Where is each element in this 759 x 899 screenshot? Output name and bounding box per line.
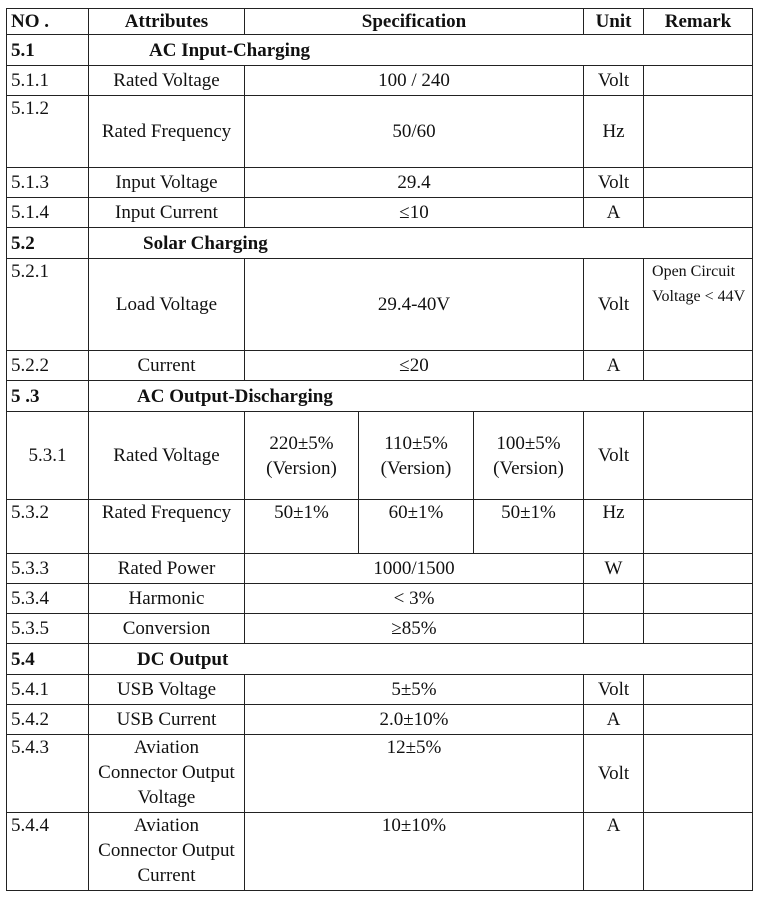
row-unit: Volt	[584, 675, 644, 705]
row-unit	[584, 584, 644, 614]
row-spec: 50/60	[245, 96, 584, 168]
row-spec: 29.4	[245, 168, 584, 198]
row-attribute: Rated Power	[89, 554, 245, 584]
row-unit: Hz	[584, 500, 644, 554]
section-row	[7, 381, 753, 412]
row-attribute: Aviation Connector Output Voltage	[89, 735, 245, 813]
row-remark	[644, 735, 753, 813]
table-row	[7, 412, 753, 500]
row-remark	[644, 584, 753, 614]
row-remark	[644, 705, 753, 735]
row-no: 5.3.1	[7, 412, 89, 500]
row-spec: 10±10%	[245, 813, 584, 891]
row-unit: Hz	[584, 96, 644, 168]
section-row	[7, 644, 753, 675]
header-remark: Remark	[644, 9, 753, 35]
row-unit: Volt	[584, 168, 644, 198]
table-row	[7, 66, 753, 96]
table-row	[7, 614, 753, 644]
row-spec-freq-1: 50±1%	[245, 500, 359, 554]
table-row	[7, 96, 753, 168]
section-no: 5.2	[7, 228, 89, 259]
section-no: 5.1	[7, 35, 89, 66]
header-unit: Unit	[584, 9, 644, 35]
row-no: 5.1.4	[7, 198, 89, 228]
row-no: 5.1.3	[7, 168, 89, 198]
row-unit: A	[584, 705, 644, 735]
section-no: 5.4	[7, 644, 89, 675]
row-spec: 29.4-40V	[245, 259, 584, 351]
row-spec-version-1: 220±5% (Version)	[245, 412, 359, 500]
section-title: AC Output-Discharging	[89, 381, 753, 412]
row-unit: Volt	[584, 735, 644, 813]
section-title: AC Input-Charging	[89, 35, 753, 66]
row-unit: A	[584, 813, 644, 891]
row-attribute: Load Voltage	[89, 259, 245, 351]
row-no: 5.4.3	[7, 735, 89, 813]
row-remark	[644, 96, 753, 168]
row-attribute: USB Voltage	[89, 675, 245, 705]
row-attribute: USB Current	[89, 705, 245, 735]
row-no: 5.2.1	[7, 259, 89, 351]
row-unit: A	[584, 198, 644, 228]
table-row	[7, 500, 753, 554]
row-remark	[644, 198, 753, 228]
header-attributes: Attributes	[89, 9, 245, 35]
table-row	[7, 198, 753, 228]
header-no: NO .	[7, 9, 89, 35]
row-attribute: Current	[89, 351, 245, 381]
row-attribute: Rated Frequency	[89, 96, 245, 168]
table-row	[7, 351, 753, 381]
row-unit: W	[584, 554, 644, 584]
header-row	[7, 9, 753, 35]
row-no: 5.3.2	[7, 500, 89, 554]
row-unit: A	[584, 351, 644, 381]
section-title: DC Output	[89, 644, 753, 675]
row-spec-version-2: 110±5% (Version)	[359, 412, 474, 500]
row-remark	[644, 614, 753, 644]
row-spec: 1000/1500	[245, 554, 584, 584]
row-spec: 2.0±10%	[245, 705, 584, 735]
row-remark	[644, 554, 753, 584]
section-row	[7, 35, 753, 66]
row-no: 5.3.4	[7, 584, 89, 614]
table-row	[7, 554, 753, 584]
row-no: 5.4.4	[7, 813, 89, 891]
row-attribute: Rated Voltage	[89, 66, 245, 96]
row-spec: 12±5%	[245, 735, 584, 813]
row-spec: 5±5%	[245, 675, 584, 705]
row-attribute: Input Current	[89, 198, 245, 228]
row-no: 5.3.3	[7, 554, 89, 584]
row-spec-freq-3: 50±1%	[474, 500, 584, 554]
row-attribute: Aviation Connector Output Current	[89, 813, 245, 891]
specification-table	[6, 8, 753, 891]
row-unit	[584, 614, 644, 644]
row-no: 5.4.2	[7, 705, 89, 735]
row-remark	[644, 675, 753, 705]
row-remark	[644, 813, 753, 891]
row-unit: Volt	[584, 259, 644, 351]
row-unit: Volt	[584, 412, 644, 500]
row-spec: ≤20	[245, 351, 584, 381]
row-no: 5.4.1	[7, 675, 89, 705]
row-spec-freq-2: 60±1%	[359, 500, 474, 554]
row-no: 5.1.1	[7, 66, 89, 96]
table-row	[7, 259, 753, 351]
row-spec-version-3: 100±5% (Version)	[474, 412, 584, 500]
table-row	[7, 168, 753, 198]
row-no: 5.1.2	[7, 96, 89, 168]
section-no: 5 .3	[7, 381, 89, 412]
row-no: 5.2.2	[7, 351, 89, 381]
row-attribute: Harmonic	[89, 584, 245, 614]
table-row	[7, 584, 753, 614]
row-remark	[644, 351, 753, 381]
row-remark	[644, 412, 753, 500]
row-spec: < 3%	[245, 584, 584, 614]
row-no: 5.3.5	[7, 614, 89, 644]
row-remark	[644, 500, 753, 554]
section-title: Solar Charging	[89, 228, 753, 259]
row-remark	[644, 168, 753, 198]
table-row	[7, 813, 753, 891]
row-remark	[644, 66, 753, 96]
row-unit: Volt	[584, 66, 644, 96]
row-attribute: Rated Voltage	[89, 412, 245, 500]
row-remark: Open Circuit Voltage < 44V	[644, 259, 753, 351]
row-attribute: Rated Frequency	[89, 500, 245, 554]
row-spec: ≥85%	[245, 614, 584, 644]
row-attribute: Conversion	[89, 614, 245, 644]
row-spec: 100 / 240	[245, 66, 584, 96]
table-row	[7, 735, 753, 813]
row-spec: ≤10	[245, 198, 584, 228]
header-specification: Specification	[245, 9, 584, 35]
row-attribute: Input Voltage	[89, 168, 245, 198]
table-row	[7, 705, 753, 735]
section-row	[7, 228, 753, 259]
table-row	[7, 675, 753, 705]
